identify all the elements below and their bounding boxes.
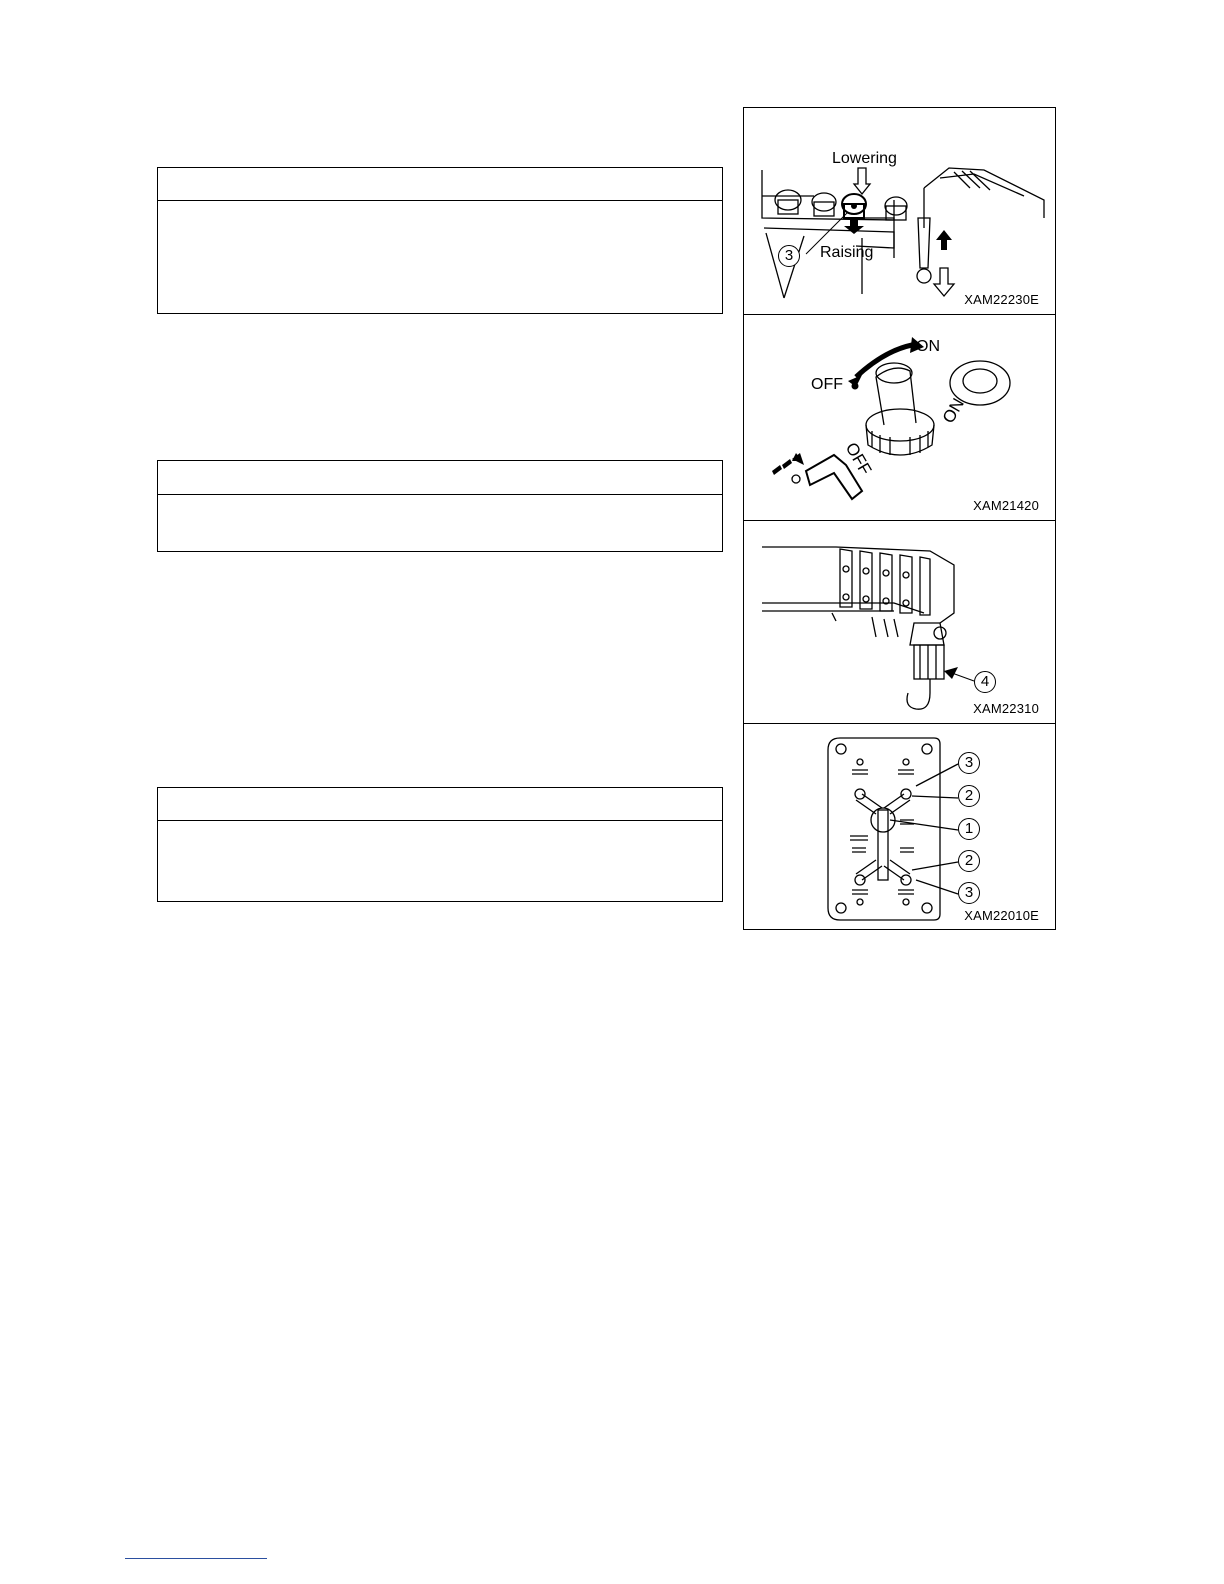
figure-column — [743, 107, 1056, 930]
figure-caption-3: XAM22310 — [973, 701, 1039, 716]
notice-box-1 — [157, 167, 723, 314]
on-label-top: ON — [916, 338, 940, 355]
boom-hook-illustration — [744, 521, 1055, 723]
callout-4: 4 — [974, 671, 996, 693]
off-label-left: OFF — [811, 376, 843, 393]
callout-3: 3 — [778, 245, 800, 267]
figure-caption-1: XAM22230E — [964, 292, 1039, 307]
notice-box-3 — [157, 787, 723, 902]
notice-box-3-header — [158, 788, 722, 821]
callout-3-top: 3 — [958, 752, 980, 774]
notice-box-1-header — [158, 168, 722, 201]
callout-1: 1 — [958, 818, 980, 840]
off-label-rotated: OFF — [841, 439, 876, 479]
on-label-rotated: ON — [938, 394, 968, 427]
notice-box-2-header — [158, 461, 722, 495]
figure-boom-hook — [744, 521, 1055, 723]
callout-2-bottom: 2 — [958, 850, 980, 872]
figure-hoist-lever — [744, 108, 1055, 314]
notice-box-2 — [157, 460, 723, 552]
figure-control-plate — [744, 724, 1055, 929]
lowering-label: Lowering — [832, 150, 897, 167]
figure-caption-4: XAM22010E — [964, 908, 1039, 923]
on-off-switch-illustration — [744, 315, 1055, 520]
callout-3-bottom: 3 — [958, 882, 980, 904]
footer-link-underline[interactable] — [125, 1558, 267, 1559]
raising-label: Raising — [820, 244, 874, 261]
hoist-lever-illustration — [744, 108, 1055, 314]
control-plate-illustration — [744, 724, 1055, 929]
figure-caption-2: XAM21420 — [973, 498, 1039, 513]
callout-2-top: 2 — [958, 785, 980, 807]
figure-on-off-switch — [744, 315, 1055, 520]
